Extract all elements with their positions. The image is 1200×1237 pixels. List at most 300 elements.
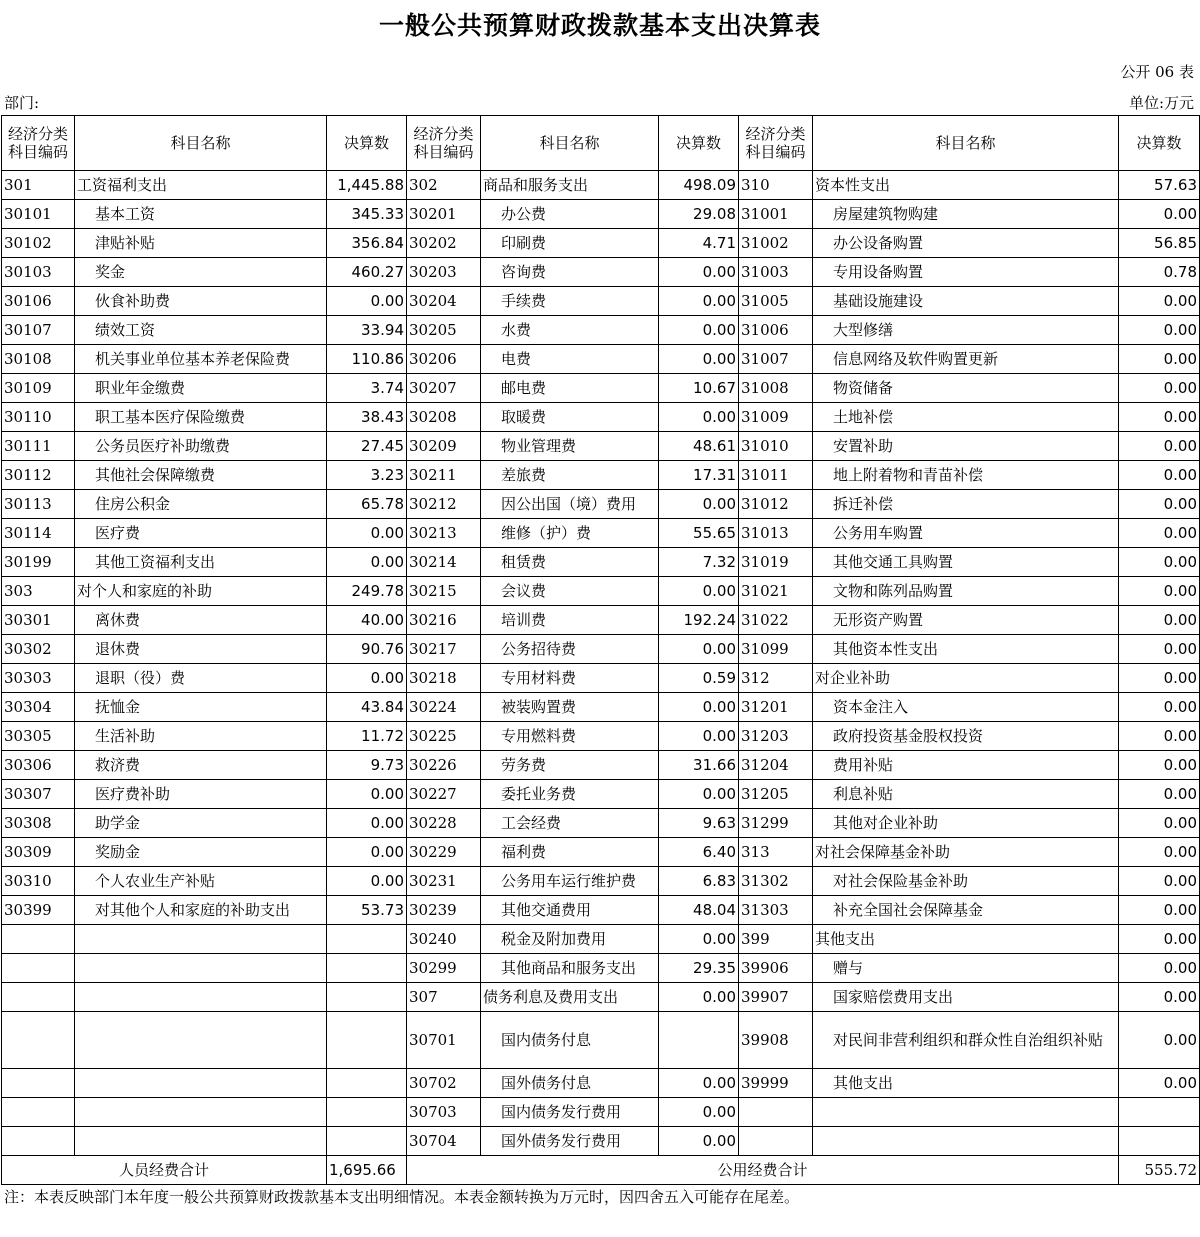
- item-code: 30205: [407, 316, 481, 345]
- item-name: 会议费: [481, 577, 659, 606]
- item-amount: 27.45: [327, 432, 407, 461]
- item-name: 基本工资: [75, 200, 327, 229]
- item-name: 资本性支出: [813, 171, 1119, 200]
- item-amount: 0.00: [659, 925, 739, 954]
- table-row: [2, 635, 1200, 664]
- item-amount: 0.00: [1119, 606, 1200, 635]
- item-code: 39908: [739, 1012, 813, 1069]
- item-code: 31303: [739, 896, 813, 925]
- table-row: [2, 490, 1200, 519]
- item-name: 政府投资基金股权投资: [813, 722, 1119, 751]
- department-label: 部门:: [4, 94, 40, 112]
- item-name: 其他支出: [813, 1069, 1119, 1098]
- table-row: [2, 896, 1200, 925]
- item-amount: 249.78: [327, 577, 407, 606]
- item-amount: 0.00: [1119, 548, 1200, 577]
- form-number: 公开 06 表: [1120, 63, 1194, 81]
- item-name: 离休费: [75, 606, 327, 635]
- table-row: [2, 809, 1200, 838]
- item-code: 31299: [739, 809, 813, 838]
- item-code: 30111: [2, 432, 75, 461]
- item-name: [75, 1069, 327, 1098]
- item-name: 奖励金: [75, 838, 327, 867]
- item-name: 个人农业生产补贴: [75, 867, 327, 896]
- item-code: 30106: [2, 287, 75, 316]
- item-amount: 10.67: [659, 374, 739, 403]
- item-name: 培训费: [481, 606, 659, 635]
- item-amount: 11.72: [327, 722, 407, 751]
- item-code: 30227: [407, 780, 481, 809]
- item-name: 抚恤金: [75, 693, 327, 722]
- table-row: [2, 287, 1200, 316]
- item-code: 30216: [407, 606, 481, 635]
- item-code: 31005: [739, 287, 813, 316]
- item-amount: 0.00: [659, 983, 739, 1012]
- item-amount: [327, 925, 407, 954]
- item-code: 39999: [739, 1069, 813, 1098]
- item-name: 国家赔偿费用支出: [813, 983, 1119, 1012]
- item-amount: 0.00: [1119, 519, 1200, 548]
- item-amount: 3.74: [327, 374, 407, 403]
- item-name: 对其他个人和家庭的补助支出: [75, 896, 327, 925]
- item-name: 差旅费: [481, 461, 659, 490]
- item-name: 维修（护）费: [481, 519, 659, 548]
- item-amount: 17.31: [659, 461, 739, 490]
- item-amount: 0.00: [659, 345, 739, 374]
- item-code: 31013: [739, 519, 813, 548]
- item-name: 其他工资福利支出: [75, 548, 327, 577]
- table-row: [2, 983, 1200, 1012]
- item-name: 因公出国（境）费用: [481, 490, 659, 519]
- item-amount: [327, 983, 407, 1012]
- item-amount: 0.00: [327, 287, 407, 316]
- item-code: 30109: [2, 374, 75, 403]
- item-name: [75, 1127, 327, 1156]
- item-amount: 38.43: [327, 403, 407, 432]
- item-code: 31205: [739, 780, 813, 809]
- item-code: 30102: [2, 229, 75, 258]
- item-amount: 0.00: [1119, 461, 1200, 490]
- table-row: [2, 780, 1200, 809]
- item-amount: 0.00: [1119, 664, 1200, 693]
- item-code: 39907: [739, 983, 813, 1012]
- item-amount: 0.00: [1119, 983, 1200, 1012]
- item-name: 退休费: [75, 635, 327, 664]
- item-amount: 6.83: [659, 867, 739, 896]
- item-amount: 0.00: [1119, 693, 1200, 722]
- item-name: 公务员医疗补助缴费: [75, 432, 327, 461]
- item-amount: 0.00: [1119, 200, 1200, 229]
- item-name: 其他商品和服务支出: [481, 954, 659, 983]
- header-code-3: 经济分类科目编码: [739, 116, 813, 171]
- item-name: 基础设施建设: [813, 287, 1119, 316]
- item-name: 奖金: [75, 258, 327, 287]
- item-name: [75, 1012, 327, 1069]
- item-code: 31002: [739, 229, 813, 258]
- header-code-1: 经济分类科目编码: [2, 116, 75, 171]
- item-code: 30239: [407, 896, 481, 925]
- item-code: 30107: [2, 316, 75, 345]
- expenditure-table: [1, 115, 1200, 1185]
- item-code: 30207: [407, 374, 481, 403]
- item-code: 301: [2, 171, 75, 200]
- item-amount: 56.85: [1119, 229, 1200, 258]
- item-name: 委托业务费: [481, 780, 659, 809]
- item-code: 31302: [739, 867, 813, 896]
- item-amount: 0.00: [1119, 635, 1200, 664]
- item-amount: 0.00: [327, 664, 407, 693]
- item-amount: 0.78: [1119, 258, 1200, 287]
- item-code: 30101: [2, 200, 75, 229]
- item-name: 房屋建筑物购建: [813, 200, 1119, 229]
- item-name: 办公费: [481, 200, 659, 229]
- item-code: 30209: [407, 432, 481, 461]
- item-name: 福利费: [481, 838, 659, 867]
- item-code: 31011: [739, 461, 813, 490]
- item-name: 其他交通费用: [481, 896, 659, 925]
- item-amount: 57.63: [1119, 171, 1200, 200]
- item-amount: 0.00: [659, 635, 739, 664]
- table-row: [2, 519, 1200, 548]
- item-name: 国外债务发行费用: [481, 1127, 659, 1156]
- item-name: 公务用车购置: [813, 519, 1119, 548]
- item-code: 30103: [2, 258, 75, 287]
- item-code: 30224: [407, 693, 481, 722]
- item-code: 30309: [2, 838, 75, 867]
- item-amount: 0.00: [1119, 1012, 1200, 1069]
- item-code: 31203: [739, 722, 813, 751]
- item-code: 30204: [407, 287, 481, 316]
- item-amount: 9.73: [327, 751, 407, 780]
- item-name: 工会经费: [481, 809, 659, 838]
- item-amount: 3.23: [327, 461, 407, 490]
- item-amount: 0.00: [1119, 809, 1200, 838]
- item-amount: 0.00: [659, 258, 739, 287]
- item-name: 助学金: [75, 809, 327, 838]
- item-name: 国内债务发行费用: [481, 1098, 659, 1127]
- item-code: 30211: [407, 461, 481, 490]
- item-code: 30704: [407, 1127, 481, 1156]
- item-name: 对社会保险基金补助: [813, 867, 1119, 896]
- item-amount: [327, 954, 407, 983]
- item-code: 30306: [2, 751, 75, 780]
- item-amount: [1119, 1098, 1200, 1127]
- table-row: [2, 200, 1200, 229]
- item-amount: 29.35: [659, 954, 739, 983]
- item-code: 30310: [2, 867, 75, 896]
- table-row: [2, 751, 1200, 780]
- item-code: 30307: [2, 780, 75, 809]
- item-amount: 0.00: [1119, 432, 1200, 461]
- item-name: 专用材料费: [481, 664, 659, 693]
- item-code: 31009: [739, 403, 813, 432]
- item-code: 30217: [407, 635, 481, 664]
- item-name: 信息网络及软件购置更新: [813, 345, 1119, 374]
- table-row: [2, 693, 1200, 722]
- item-amount: 0.00: [659, 316, 739, 345]
- item-amount: 498.09: [659, 171, 739, 200]
- table-row: [2, 1012, 1200, 1069]
- item-name: 对个人和家庭的补助: [75, 577, 327, 606]
- header-name-1: 科目名称: [75, 116, 327, 171]
- item-amount: 0.00: [1119, 316, 1200, 345]
- table-row: [2, 606, 1200, 635]
- item-name: 工资福利支出: [75, 171, 327, 200]
- table-row: [2, 548, 1200, 577]
- item-amount: 0.00: [659, 287, 739, 316]
- item-code: 307: [407, 983, 481, 1012]
- item-code: 30302: [2, 635, 75, 664]
- item-name: 文物和陈列品购置: [813, 577, 1119, 606]
- table-row: [2, 229, 1200, 258]
- personnel-total-label: 人员经费合计: [2, 1156, 327, 1185]
- item-code: 302: [407, 171, 481, 200]
- item-name: 大型修缮: [813, 316, 1119, 345]
- table-row: [2, 403, 1200, 432]
- item-name: 地上附着物和青苗补偿: [813, 461, 1119, 490]
- item-amount: 0.00: [1119, 490, 1200, 519]
- item-code: [2, 983, 75, 1012]
- header-amount-3: 决算数: [1119, 116, 1200, 171]
- item-name: 住房公积金: [75, 490, 327, 519]
- item-amount: 0.00: [1119, 925, 1200, 954]
- item-name: [75, 954, 327, 983]
- item-name: 资本金注入: [813, 693, 1119, 722]
- item-name: 物资储备: [813, 374, 1119, 403]
- item-code: 30212: [407, 490, 481, 519]
- item-amount: 0.00: [1119, 838, 1200, 867]
- item-amount: 0.00: [1119, 867, 1200, 896]
- item-name: 咨询费: [481, 258, 659, 287]
- item-code: 31099: [739, 635, 813, 664]
- item-name: 其他社会保障缴费: [75, 461, 327, 490]
- item-code: 30225: [407, 722, 481, 751]
- item-name: 办公设备购置: [813, 229, 1119, 258]
- item-amount: 0.00: [1119, 896, 1200, 925]
- item-code: 30113: [2, 490, 75, 519]
- item-name: [813, 1098, 1119, 1127]
- item-name: 其他对企业补助: [813, 809, 1119, 838]
- item-amount: 53.73: [327, 896, 407, 925]
- item-code: 30201: [407, 200, 481, 229]
- header-name-3: 科目名称: [813, 116, 1119, 171]
- item-amount: [1119, 1127, 1200, 1156]
- item-amount: 55.65: [659, 519, 739, 548]
- table-row: [2, 316, 1200, 345]
- item-amount: 0.00: [659, 693, 739, 722]
- item-name: 对民间非营利组织和群众性自治组织补贴: [813, 1012, 1119, 1069]
- item-amount: 0.00: [1119, 954, 1200, 983]
- item-code: 31001: [739, 200, 813, 229]
- item-code: 30214: [407, 548, 481, 577]
- item-name: 补充全国社会保障基金: [813, 896, 1119, 925]
- page-title: 一般公共预算财政拨款基本支出决算表: [378, 11, 821, 40]
- item-amount: 0.00: [1119, 751, 1200, 780]
- item-amount: 48.04: [659, 896, 739, 925]
- item-amount: 4.71: [659, 229, 739, 258]
- item-name: 租赁费: [481, 548, 659, 577]
- item-code: 30108: [2, 345, 75, 374]
- public-total-value: 555.72: [1119, 1156, 1200, 1185]
- table-row: [2, 954, 1200, 983]
- header-row: [2, 116, 1200, 171]
- item-code: 30231: [407, 867, 481, 896]
- item-name: 生活补助: [75, 722, 327, 751]
- item-name: 公务招待费: [481, 635, 659, 664]
- item-name: [75, 1098, 327, 1127]
- item-amount: 0.00: [1119, 780, 1200, 809]
- item-name: 津贴补贴: [75, 229, 327, 258]
- item-code: 30202: [407, 229, 481, 258]
- item-amount: [327, 1012, 407, 1069]
- item-code: 30203: [407, 258, 481, 287]
- header-code-2: 经济分类科目编码: [407, 116, 481, 171]
- item-code: 30240: [407, 925, 481, 954]
- item-code: [739, 1127, 813, 1156]
- footnote: 注：本表反映部门本年度一般公共预算财政拨款基本支出明细情况。本表金额转换为万元时，因四舍五入可能存在尾差。: [4, 1188, 800, 1206]
- item-code: 30112: [2, 461, 75, 490]
- table-row: [2, 664, 1200, 693]
- item-amount: 192.24: [659, 606, 739, 635]
- item-name: 其他支出: [813, 925, 1119, 954]
- totals-row: [2, 1156, 1200, 1185]
- item-amount: 0.00: [327, 548, 407, 577]
- item-name: 对企业补助: [813, 664, 1119, 693]
- item-code: 30206: [407, 345, 481, 374]
- item-amount: 43.84: [327, 693, 407, 722]
- table-row: [2, 374, 1200, 403]
- item-amount: 0.00: [1119, 345, 1200, 374]
- table-row: [2, 867, 1200, 896]
- item-amount: 0.00: [659, 1069, 739, 1098]
- item-name: [75, 983, 327, 1012]
- item-name: 国外债务付息: [481, 1069, 659, 1098]
- item-amount: 0.00: [1119, 374, 1200, 403]
- item-amount: 0.00: [659, 1098, 739, 1127]
- item-code: 31012: [739, 490, 813, 519]
- table-row: [2, 838, 1200, 867]
- item-name: 安置补助: [813, 432, 1119, 461]
- item-amount: 0.00: [659, 403, 739, 432]
- item-name: 职业年金缴费: [75, 374, 327, 403]
- item-name: 土地补偿: [813, 403, 1119, 432]
- item-name: 公务用车运行维护费: [481, 867, 659, 896]
- item-code: [739, 1098, 813, 1127]
- item-code: 31201: [739, 693, 813, 722]
- item-name: 机关事业单位基本养老保险费: [75, 345, 327, 374]
- item-name: 国内债务付息: [481, 1012, 659, 1069]
- item-code: 30226: [407, 751, 481, 780]
- table-row: [2, 432, 1200, 461]
- item-name: 专用设备购置: [813, 258, 1119, 287]
- item-code: 31008: [739, 374, 813, 403]
- item-code: 30703: [407, 1098, 481, 1127]
- item-name: 绩效工资: [75, 316, 327, 345]
- item-code: 39906: [739, 954, 813, 983]
- item-name: 利息补贴: [813, 780, 1119, 809]
- item-code: 30301: [2, 606, 75, 635]
- item-amount: 0.00: [659, 1127, 739, 1156]
- header-amount-1: 决算数: [327, 116, 407, 171]
- item-name: 手续费: [481, 287, 659, 316]
- item-name: [813, 1127, 1119, 1156]
- item-code: 30701: [407, 1012, 481, 1069]
- item-code: 31022: [739, 606, 813, 635]
- item-name: 其他交通工具购置: [813, 548, 1119, 577]
- item-name: 赠与: [813, 954, 1119, 983]
- item-code: 30229: [407, 838, 481, 867]
- item-amount: [327, 1098, 407, 1127]
- item-amount: 7.32: [659, 548, 739, 577]
- item-name: 专用燃料费: [481, 722, 659, 751]
- item-amount: 110.86: [327, 345, 407, 374]
- item-amount: 356.84: [327, 229, 407, 258]
- table-row: [2, 258, 1200, 287]
- item-code: [2, 1012, 75, 1069]
- item-code: 30114: [2, 519, 75, 548]
- item-code: 31019: [739, 548, 813, 577]
- public-total-label: 公用经费合计: [407, 1156, 1119, 1185]
- item-name: 邮电费: [481, 374, 659, 403]
- item-amount: 0.00: [659, 780, 739, 809]
- item-amount: 9.63: [659, 809, 739, 838]
- item-code: 30213: [407, 519, 481, 548]
- item-code: 30299: [407, 954, 481, 983]
- table-row: [2, 1127, 1200, 1156]
- item-name: 救济费: [75, 751, 327, 780]
- table-row: [2, 1069, 1200, 1098]
- item-code: 30304: [2, 693, 75, 722]
- item-amount: 1,445.88: [327, 171, 407, 200]
- item-name: 无形资产购置: [813, 606, 1119, 635]
- item-name: 医疗费补助: [75, 780, 327, 809]
- table-row: [2, 461, 1200, 490]
- item-amount: 29.08: [659, 200, 739, 229]
- item-name: 商品和服务支出: [481, 171, 659, 200]
- unit-label: 单位:万元: [1128, 94, 1194, 112]
- table-row: [2, 925, 1200, 954]
- header-amount-2: 决算数: [659, 116, 739, 171]
- item-code: [2, 1127, 75, 1156]
- item-code: 30303: [2, 664, 75, 693]
- item-code: 30228: [407, 809, 481, 838]
- item-code: 313: [739, 838, 813, 867]
- item-name: 对社会保障基金补助: [813, 838, 1119, 867]
- item-code: 30702: [407, 1069, 481, 1098]
- item-amount: 48.61: [659, 432, 739, 461]
- item-amount: 0.00: [327, 519, 407, 548]
- item-code: [2, 925, 75, 954]
- item-code: 30110: [2, 403, 75, 432]
- item-amount: 0.59: [659, 664, 739, 693]
- item-amount: 40.00: [327, 606, 407, 635]
- item-code: [2, 1098, 75, 1127]
- item-name: 取暖费: [481, 403, 659, 432]
- item-code: 30308: [2, 809, 75, 838]
- item-name: 其他资本性支出: [813, 635, 1119, 664]
- personnel-total-value: 1,695.66: [327, 1156, 407, 1185]
- item-name: 劳务费: [481, 751, 659, 780]
- item-name: 伙食补助费: [75, 287, 327, 316]
- item-name: 费用补贴: [813, 751, 1119, 780]
- item-code: 399: [739, 925, 813, 954]
- item-amount: [659, 1012, 739, 1069]
- item-name: 拆迁补偿: [813, 490, 1119, 519]
- item-code: 310: [739, 171, 813, 200]
- item-amount: 0.00: [327, 780, 407, 809]
- item-code: 31006: [739, 316, 813, 345]
- item-code: 31021: [739, 577, 813, 606]
